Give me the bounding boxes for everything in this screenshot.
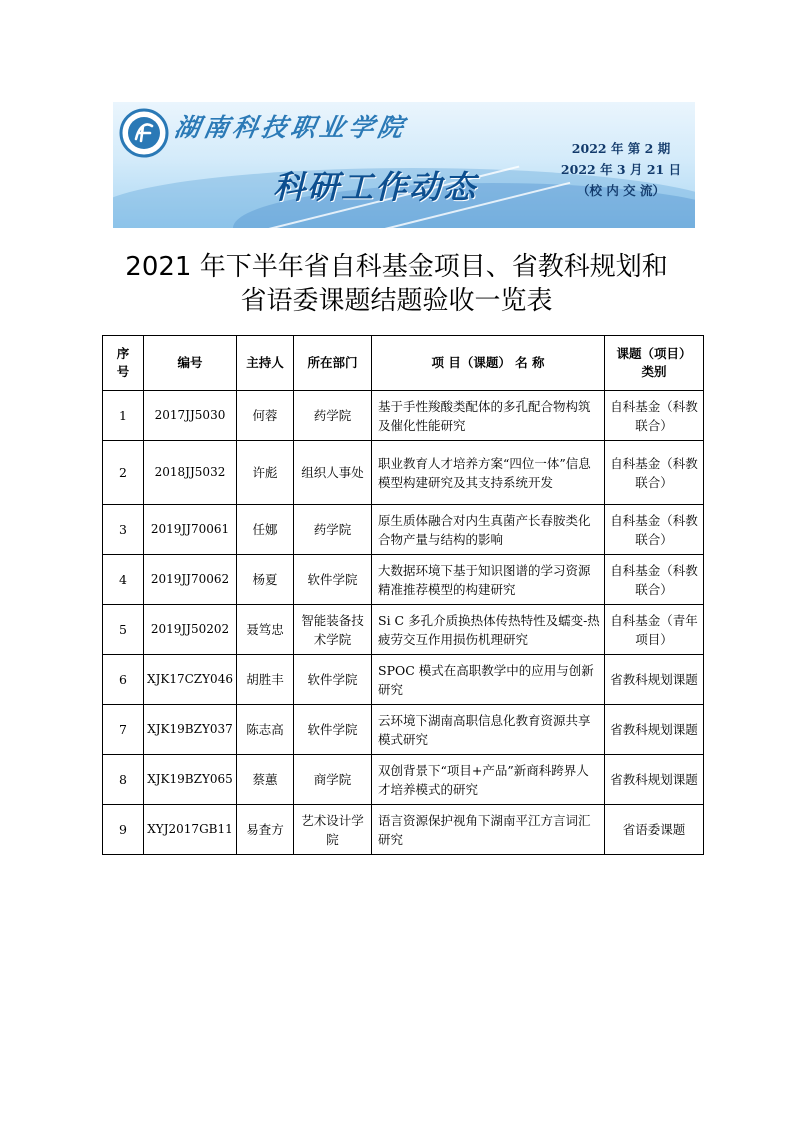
cell-host: 何蓉 xyxy=(237,391,294,441)
cell-project: 语言资源保护视角下湖南平江方言词汇研究 xyxy=(372,805,605,855)
cell-no: 7 xyxy=(103,705,144,755)
header-host: 主持人 xyxy=(237,336,294,391)
cell-no: 8 xyxy=(103,755,144,805)
cell-dept: 软件学院 xyxy=(294,705,372,755)
cell-no: 2 xyxy=(103,441,144,505)
cell-code: 2019JJ70061 xyxy=(144,505,237,555)
cell-host: 陈志高 xyxy=(237,705,294,755)
table-row xyxy=(103,655,704,705)
cell-project: Si C 多孔介质换热体传热特性及蠕变-热疲劳交互作用损伤机理研究 xyxy=(372,605,605,655)
cell-category: 省教科规划课题 xyxy=(605,705,704,755)
cell-category: 自科基金（科教联合） xyxy=(605,555,704,605)
cell-code: XYJ2017GB11 xyxy=(144,805,237,855)
cell-project: 基于手性羧酸类配体的多孔配合物构筑及催化性能研究 xyxy=(372,391,605,441)
header-no: 序号 xyxy=(103,336,144,391)
table-row xyxy=(103,555,704,605)
title-line: 2021 年下半年省自科基金项目、省教科规划和 xyxy=(125,252,668,282)
acceptance-table xyxy=(102,335,704,855)
cell-dept: 商学院 xyxy=(294,755,372,805)
cell-category: 自科基金（科教联合） xyxy=(605,391,704,441)
cell-code: 2018JJ5032 xyxy=(144,441,237,505)
cell-host: 杨夏 xyxy=(237,555,294,605)
issue-date: 2022 年 3 月 21 日 xyxy=(560,162,682,177)
cell-project: 双创背景下“项目+产品”新商科跨界人才培养模式的研究 xyxy=(372,755,605,805)
cell-dept: 艺术设计学院 xyxy=(294,805,372,855)
cell-category: 省教科规划课题 xyxy=(605,755,704,805)
table-row xyxy=(103,441,704,505)
cell-host: 蔡蕙 xyxy=(237,755,294,805)
cell-host: 任娜 xyxy=(237,505,294,555)
cell-dept: 药学院 xyxy=(294,505,372,555)
cell-code: 2017JJ5030 xyxy=(144,391,237,441)
cell-host: 胡胜丰 xyxy=(237,655,294,705)
table-row xyxy=(103,391,704,441)
cell-dept: 组织人事处 xyxy=(294,441,372,505)
cell-project: 原生质体融合对内生真菌产长春胺类化合物产量与结构的影响 xyxy=(372,505,605,555)
cell-no: 1 xyxy=(103,391,144,441)
page-title xyxy=(60,250,733,318)
header-project: 项 目（课题） 名 称 xyxy=(372,336,605,391)
cell-no: 5 xyxy=(103,605,144,655)
cell-code: XJK17CZY046 xyxy=(144,655,237,705)
table-row xyxy=(103,805,704,855)
cell-dept: 软件学院 xyxy=(294,655,372,705)
cell-dept: 药学院 xyxy=(294,391,372,441)
cell-dept: 软件学院 xyxy=(294,555,372,605)
journal-title: 科研工作动态 xyxy=(273,168,478,206)
header-dept: 所在部门 xyxy=(294,336,372,391)
cell-host: 聂笃忠 xyxy=(237,605,294,655)
cell-code: XJK19BZY065 xyxy=(144,755,237,805)
table-row xyxy=(103,755,704,805)
header-category: 课题（项目）类别 xyxy=(605,336,704,391)
cell-no: 6 xyxy=(103,655,144,705)
table-row xyxy=(103,605,704,655)
table-header-row xyxy=(103,336,704,391)
cell-category: 省教科规划课题 xyxy=(605,655,704,705)
cell-host: 易査方 xyxy=(237,805,294,855)
title-line: 省语委课题结题验收一览表 xyxy=(240,286,553,316)
cell-project: 大数据环境下基于知识图谱的学习资源精准推荐模型的构建研究 xyxy=(372,555,605,605)
cell-project: 职业教育人才培养方案“四位一体”信息模型构建研究及其支持系统开发 xyxy=(372,441,605,505)
cell-category: 省语委课题 xyxy=(605,805,704,855)
school-logo-icon xyxy=(119,108,169,158)
cell-project: 云环境下湖南高职信息化教育资源共享模式研究 xyxy=(372,705,605,755)
issue-number: 2022 年 第 2 期 xyxy=(571,141,671,156)
cell-category: 自科基金（科教联合） xyxy=(605,505,704,555)
school-name: 湖南科技职业学院 xyxy=(172,113,410,142)
cell-code: 2019JJ50202 xyxy=(144,605,237,655)
issue-info xyxy=(556,138,686,201)
cell-dept: 智能装备技术学院 xyxy=(294,605,372,655)
header-code: 编号 xyxy=(144,336,237,391)
journal-banner xyxy=(113,102,695,228)
cell-code: XJK19BZY037 xyxy=(144,705,237,755)
cell-host: 许彪 xyxy=(237,441,294,505)
cell-project: SPOC 模式在高职教学中的应用与创新研究 xyxy=(372,655,605,705)
cell-code: 2019JJ70062 xyxy=(144,555,237,605)
cell-no: 3 xyxy=(103,505,144,555)
table-row xyxy=(103,505,704,555)
table-row xyxy=(103,705,704,755)
cell-category: 自科基金（青年项目） xyxy=(605,605,704,655)
cell-no: 9 xyxy=(103,805,144,855)
cell-category: 自科基金（科教联合） xyxy=(605,441,704,505)
cell-no: 4 xyxy=(103,555,144,605)
circulation-note: （校 内 交 流） xyxy=(576,183,666,198)
